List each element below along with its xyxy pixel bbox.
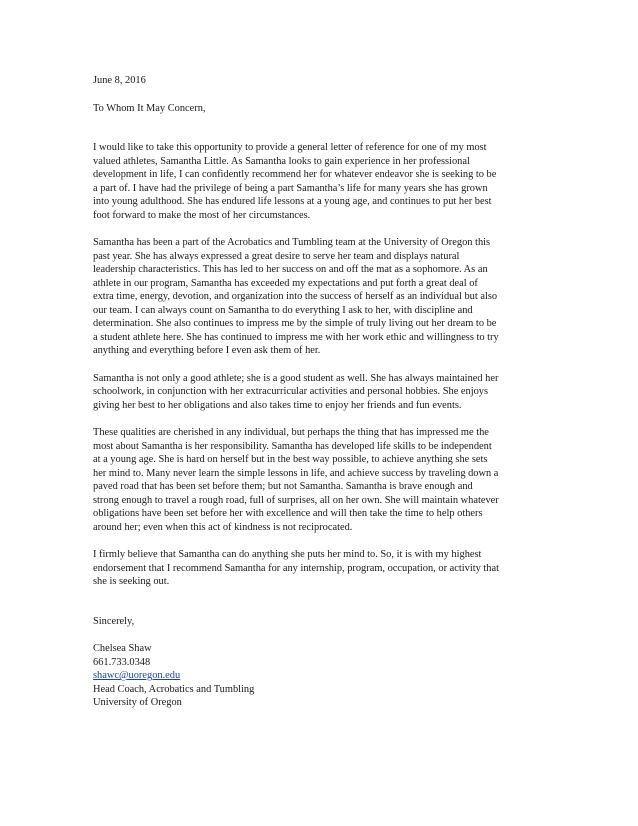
text-line: a part of. I have had the privilege of being a part Samantha’s life for many years she has grown: [93, 182, 488, 194]
text-line: our team. I can always count on Samantha to do everything I ask to her, with discipline and: [93, 304, 473, 316]
text-line: leadership characteristics. This has led to her success on and off the mat as a sophomore. As an: [93, 264, 488, 275]
text-line: anything and everything before I even ask them of her.: [93, 345, 321, 356]
letter-date: June 8, 2016: [93, 75, 146, 86]
text-line: paved road that has been set before them; but not Samantha. Samantha is brave enough and: [93, 481, 473, 492]
text-line: athlete in our program, Samantha has exceeded my expectations and put forth a great deal of: [93, 277, 478, 289]
signer-name: Chelsea Shaw: [93, 643, 152, 654]
signer-email-link[interactable]: shawc@uoregon.edu: [93, 670, 181, 681]
text-line: her mind to. Many never learn the simple lessons in life, and achieve success by traveling down a: [93, 467, 499, 479]
text-line: around her; even when this act of kindness is not reciprocated.: [93, 521, 353, 533]
text-line: endorsement that I recommend Samantha for any internship, program, occupation, or activity that: [93, 562, 499, 574]
text-line: development in life, I can confidently recommend her for whatever endeavor she is seeking to be: [93, 169, 497, 180]
text-line: Samantha is not only a good athlete; she is a good student as well. She has always maintained her: [93, 372, 499, 384]
signer-organization: University of Oregon: [93, 697, 182, 708]
paragraph-2: [93, 236, 553, 358]
signer-phone: 661.733.0348: [93, 656, 151, 668]
text-line: past year. She has always expressed a great desire to serve her team and displays natural: [93, 250, 460, 262]
text-line: Samantha has been a part of the Acrobatics and Tumbling team at the University of Oregon this: [93, 237, 491, 248]
text-line: foot forward to make the most of her circumstances.: [93, 209, 311, 221]
text-line: extra time, energy, devotion, and organization into the success of herself as an individual but also: [93, 291, 498, 302]
text-line: valued athletes, Samantha Little. As Samantha looks to gain experience in her professional: [93, 155, 470, 167]
text-line: she is seeking out.: [93, 576, 170, 587]
paragraph-3: [93, 372, 553, 413]
text-line: giving her best to her obligations and also takes time to enjoy her friends and fun events.: [93, 399, 462, 411]
text-line: determination. She also continues to impress me by the simple of truly living out her dream to be: [93, 318, 497, 329]
paragraph-4: [93, 426, 553, 534]
text-line: most about Samantha is her responsibility. Samantha has developed life skills to be independent: [93, 440, 492, 452]
text-line: schoolwork, in conjunction with her extracurricular activities and personal hobbies. She enjoys: [93, 386, 489, 397]
text-line: These qualities are cherished in any individual, but perhaps the thing that has impressed me the: [93, 427, 489, 438]
text-line: at a young age. She is hard on herself but in the best way possible, to achieve anything she sets: [93, 454, 488, 465]
text-line: a student athlete here. She has continued to impress me with her work ethic and willingness to try: [93, 331, 499, 343]
text-line: strong enough to travel a rough road, full of surprises, all on her own. She will maintain whatever: [93, 494, 499, 506]
text-line: I firmly believe that Samantha can do anything she puts her mind to. So, it is with my highest: [93, 549, 482, 560]
letter-page: [93, 74, 553, 710]
text-line: obligations have been set before her with excellence and will then take the time to help others: [93, 508, 483, 519]
signature-block: [93, 642, 553, 710]
paragraph-1: [93, 141, 553, 222]
text-line: I would like to take this opportunity to provide a general letter of reference for one of my most: [93, 142, 487, 153]
paragraph-5: [93, 548, 553, 589]
salutation: To Whom It May Concern,: [93, 102, 206, 114]
closing: Sincerely,: [93, 615, 135, 627]
text-line: into young adulthood. She has endured life lessons at a young age, and continues to put her best: [93, 196, 492, 207]
signer-title: Head Coach, Acrobatics and Tumbling: [93, 683, 255, 695]
